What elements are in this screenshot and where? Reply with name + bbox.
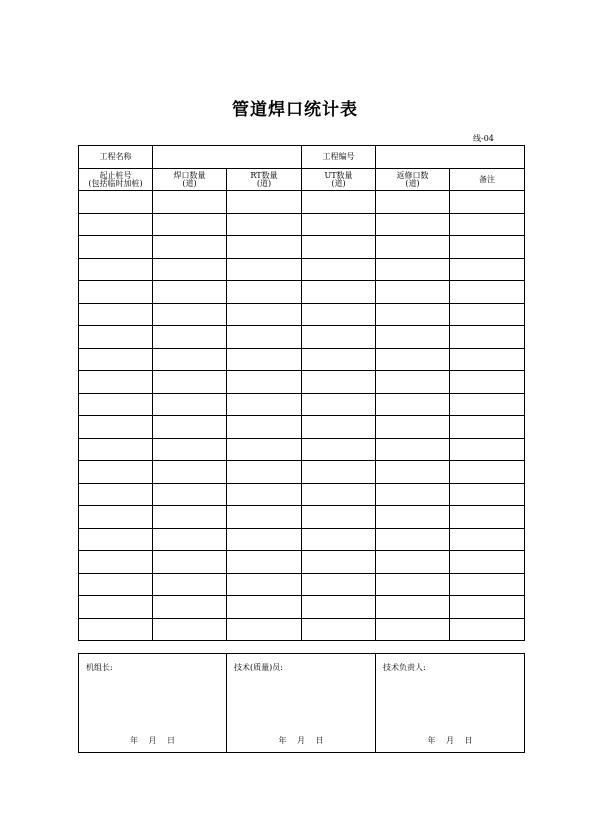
table-row bbox=[79, 303, 525, 326]
table-cell[interactable] bbox=[376, 236, 450, 259]
col-header-rt-count: RT数量 (道) bbox=[227, 169, 302, 191]
signature-crew-leader[interactable] bbox=[79, 654, 227, 753]
table-cell[interactable] bbox=[302, 438, 376, 461]
table-cell[interactable] bbox=[227, 281, 302, 304]
table-row bbox=[79, 191, 525, 214]
table-row bbox=[79, 618, 525, 641]
table-cell[interactable] bbox=[79, 281, 153, 304]
table-cell[interactable] bbox=[450, 461, 525, 484]
table-cell[interactable] bbox=[153, 528, 227, 551]
table-cell[interactable] bbox=[450, 438, 525, 461]
table-cell[interactable] bbox=[302, 618, 376, 641]
table-row bbox=[79, 506, 525, 529]
col-header-repair-count: 返修口数 (道) bbox=[376, 169, 450, 191]
table-cell[interactable] bbox=[302, 236, 376, 259]
table-cell[interactable] bbox=[450, 618, 525, 641]
signature-quality-tech[interactable] bbox=[227, 654, 376, 753]
signature-tech-lead[interactable] bbox=[376, 654, 525, 753]
col-header-ut-count: UT数量 (道) bbox=[302, 169, 376, 191]
page-title: 管道焊口统计表 bbox=[232, 100, 358, 120]
table-cell[interactable] bbox=[79, 393, 153, 416]
table-row bbox=[79, 213, 525, 236]
col-header-chainage: 起止桩号 (包括临时加桩) bbox=[79, 169, 153, 191]
form-code: 线-04 bbox=[473, 134, 494, 143]
table-cell[interactable] bbox=[227, 596, 302, 619]
table-row bbox=[79, 438, 525, 461]
table-cell[interactable] bbox=[153, 191, 227, 214]
table-row bbox=[79, 596, 525, 619]
table-cell[interactable] bbox=[302, 596, 376, 619]
signature-date: 年 月 日 bbox=[129, 736, 176, 745]
table-cell[interactable] bbox=[153, 348, 227, 371]
table-cell[interactable] bbox=[450, 483, 525, 506]
table-cell[interactable] bbox=[153, 416, 227, 439]
table-cell[interactable] bbox=[153, 236, 227, 259]
table-cell[interactable] bbox=[153, 438, 227, 461]
table-cell[interactable] bbox=[227, 551, 302, 574]
table-cell[interactable] bbox=[450, 191, 525, 214]
table-cell[interactable] bbox=[79, 303, 153, 326]
table-cell[interactable] bbox=[227, 438, 302, 461]
table-cell[interactable] bbox=[79, 191, 153, 214]
table-cell[interactable] bbox=[302, 551, 376, 574]
table-cell[interactable] bbox=[153, 551, 227, 574]
table-cell[interactable] bbox=[450, 281, 525, 304]
table-cell[interactable] bbox=[302, 326, 376, 349]
table-cell[interactable] bbox=[450, 371, 525, 394]
table-cell[interactable] bbox=[450, 236, 525, 259]
table-cell[interactable] bbox=[79, 438, 153, 461]
signature-table bbox=[78, 653, 525, 753]
table-cell[interactable] bbox=[302, 303, 376, 326]
table-cell[interactable] bbox=[450, 348, 525, 371]
table-cell[interactable] bbox=[227, 348, 302, 371]
table-cell[interactable] bbox=[227, 461, 302, 484]
table-cell[interactable] bbox=[376, 618, 450, 641]
project-name-label: 工程名称 bbox=[79, 146, 153, 169]
signature-row bbox=[79, 654, 525, 753]
weld-statistics-table bbox=[78, 145, 525, 641]
table-cell[interactable] bbox=[376, 438, 450, 461]
table-cell[interactable] bbox=[79, 596, 153, 619]
table-cell[interactable] bbox=[376, 573, 450, 596]
table-cell[interactable] bbox=[376, 528, 450, 551]
table-cell[interactable] bbox=[302, 573, 376, 596]
table-cell[interactable] bbox=[79, 236, 153, 259]
table-cell[interactable] bbox=[227, 483, 302, 506]
table-cell[interactable] bbox=[227, 506, 302, 529]
table-row bbox=[79, 461, 525, 484]
table-row bbox=[79, 348, 525, 371]
table-cell[interactable] bbox=[376, 348, 450, 371]
table-cell[interactable] bbox=[79, 461, 153, 484]
table-row bbox=[79, 528, 525, 551]
table-row bbox=[79, 236, 525, 259]
table-cell[interactable] bbox=[79, 483, 153, 506]
table-cell[interactable] bbox=[302, 371, 376, 394]
table-cell[interactable] bbox=[376, 483, 450, 506]
table-cell[interactable] bbox=[153, 281, 227, 304]
table-cell[interactable] bbox=[153, 393, 227, 416]
signature-label: 技术(质量)员: bbox=[234, 663, 283, 672]
table-cell[interactable] bbox=[450, 551, 525, 574]
table-cell[interactable] bbox=[302, 483, 376, 506]
table-cell[interactable] bbox=[227, 371, 302, 394]
table-cell[interactable] bbox=[153, 371, 227, 394]
table-cell[interactable] bbox=[227, 528, 302, 551]
table-cell[interactable] bbox=[79, 213, 153, 236]
table-cell[interactable] bbox=[302, 213, 376, 236]
table-cell[interactable] bbox=[376, 281, 450, 304]
table-cell[interactable] bbox=[302, 461, 376, 484]
table-cell[interactable] bbox=[450, 416, 525, 439]
table-cell[interactable] bbox=[376, 371, 450, 394]
table-cell[interactable] bbox=[450, 393, 525, 416]
table-cell[interactable] bbox=[376, 596, 450, 619]
table-cell[interactable] bbox=[450, 326, 525, 349]
meta-row bbox=[79, 146, 525, 169]
table-cell[interactable] bbox=[376, 326, 450, 349]
table-cell[interactable] bbox=[153, 483, 227, 506]
table-cell[interactable] bbox=[227, 573, 302, 596]
table-cell[interactable] bbox=[302, 416, 376, 439]
col-header-weld-count: 焊口数量 (道) bbox=[153, 169, 227, 191]
signature-label: 技术负责人: bbox=[383, 663, 426, 672]
table-cell[interactable] bbox=[153, 573, 227, 596]
table-cell[interactable] bbox=[79, 371, 153, 394]
table-cell[interactable] bbox=[376, 393, 450, 416]
table-cell[interactable] bbox=[302, 281, 376, 304]
table-cell[interactable] bbox=[376, 191, 450, 214]
table-cell[interactable] bbox=[79, 528, 153, 551]
table-row bbox=[79, 416, 525, 439]
table-cell[interactable] bbox=[376, 506, 450, 529]
table-cell[interactable] bbox=[227, 213, 302, 236]
table-cell[interactable] bbox=[302, 393, 376, 416]
table-cell[interactable] bbox=[79, 348, 153, 371]
table-cell[interactable] bbox=[153, 258, 227, 281]
table-cell[interactable] bbox=[153, 303, 227, 326]
table-cell[interactable] bbox=[79, 506, 153, 529]
table-cell[interactable] bbox=[227, 393, 302, 416]
table-cell[interactable] bbox=[450, 596, 525, 619]
table-cell[interactable] bbox=[153, 213, 227, 236]
table-row bbox=[79, 551, 525, 574]
project-no-field[interactable] bbox=[376, 146, 525, 169]
table-cell[interactable] bbox=[227, 191, 302, 214]
table-cell[interactable] bbox=[302, 528, 376, 551]
table-cell[interactable] bbox=[153, 461, 227, 484]
table-cell[interactable] bbox=[79, 618, 153, 641]
table-cell[interactable] bbox=[376, 213, 450, 236]
table-cell[interactable] bbox=[79, 326, 153, 349]
table-row bbox=[79, 371, 525, 394]
table-cell[interactable] bbox=[79, 258, 153, 281]
table-cell[interactable] bbox=[450, 213, 525, 236]
table-row bbox=[79, 326, 525, 349]
table-row bbox=[79, 573, 525, 596]
signature-date: 年 月 日 bbox=[427, 736, 473, 745]
table-row bbox=[79, 281, 525, 304]
table-cell[interactable] bbox=[376, 416, 450, 439]
table-cell[interactable] bbox=[227, 258, 302, 281]
table-cell[interactable] bbox=[376, 303, 450, 326]
table-cell[interactable] bbox=[153, 596, 227, 619]
table-row bbox=[79, 258, 525, 281]
table-cell[interactable] bbox=[376, 461, 450, 484]
table-cell[interactable] bbox=[79, 573, 153, 596]
table-cell[interactable] bbox=[450, 506, 525, 529]
header-row bbox=[79, 169, 525, 191]
table-cell[interactable] bbox=[227, 326, 302, 349]
table-cell[interactable] bbox=[153, 618, 227, 641]
project-name-field[interactable] bbox=[153, 146, 302, 169]
table-cell[interactable] bbox=[153, 506, 227, 529]
table-cell[interactable] bbox=[79, 416, 153, 439]
table-cell[interactable] bbox=[79, 551, 153, 574]
table-cell[interactable] bbox=[376, 258, 450, 281]
table-cell[interactable] bbox=[376, 551, 450, 574]
project-no-label: 工程编号 bbox=[302, 146, 376, 169]
table-cell[interactable] bbox=[227, 618, 302, 641]
table-cell[interactable] bbox=[227, 303, 302, 326]
table-cell[interactable] bbox=[227, 416, 302, 439]
signature-label: 机组长: bbox=[86, 663, 113, 672]
table-cell[interactable] bbox=[302, 258, 376, 281]
table-cell[interactable] bbox=[302, 348, 376, 371]
table-cell[interactable] bbox=[450, 573, 525, 596]
signature-date: 年 月 日 bbox=[278, 736, 324, 745]
table-cell[interactable] bbox=[302, 191, 376, 214]
table-row bbox=[79, 393, 525, 416]
table-cell[interactable] bbox=[227, 236, 302, 259]
table-cell[interactable] bbox=[450, 303, 525, 326]
table-cell[interactable] bbox=[302, 506, 376, 529]
table-cell[interactable] bbox=[153, 326, 227, 349]
table-cell[interactable] bbox=[450, 528, 525, 551]
table-cell[interactable] bbox=[450, 258, 525, 281]
col-header-remarks: 备注 bbox=[450, 169, 525, 191]
table-row bbox=[79, 483, 525, 506]
